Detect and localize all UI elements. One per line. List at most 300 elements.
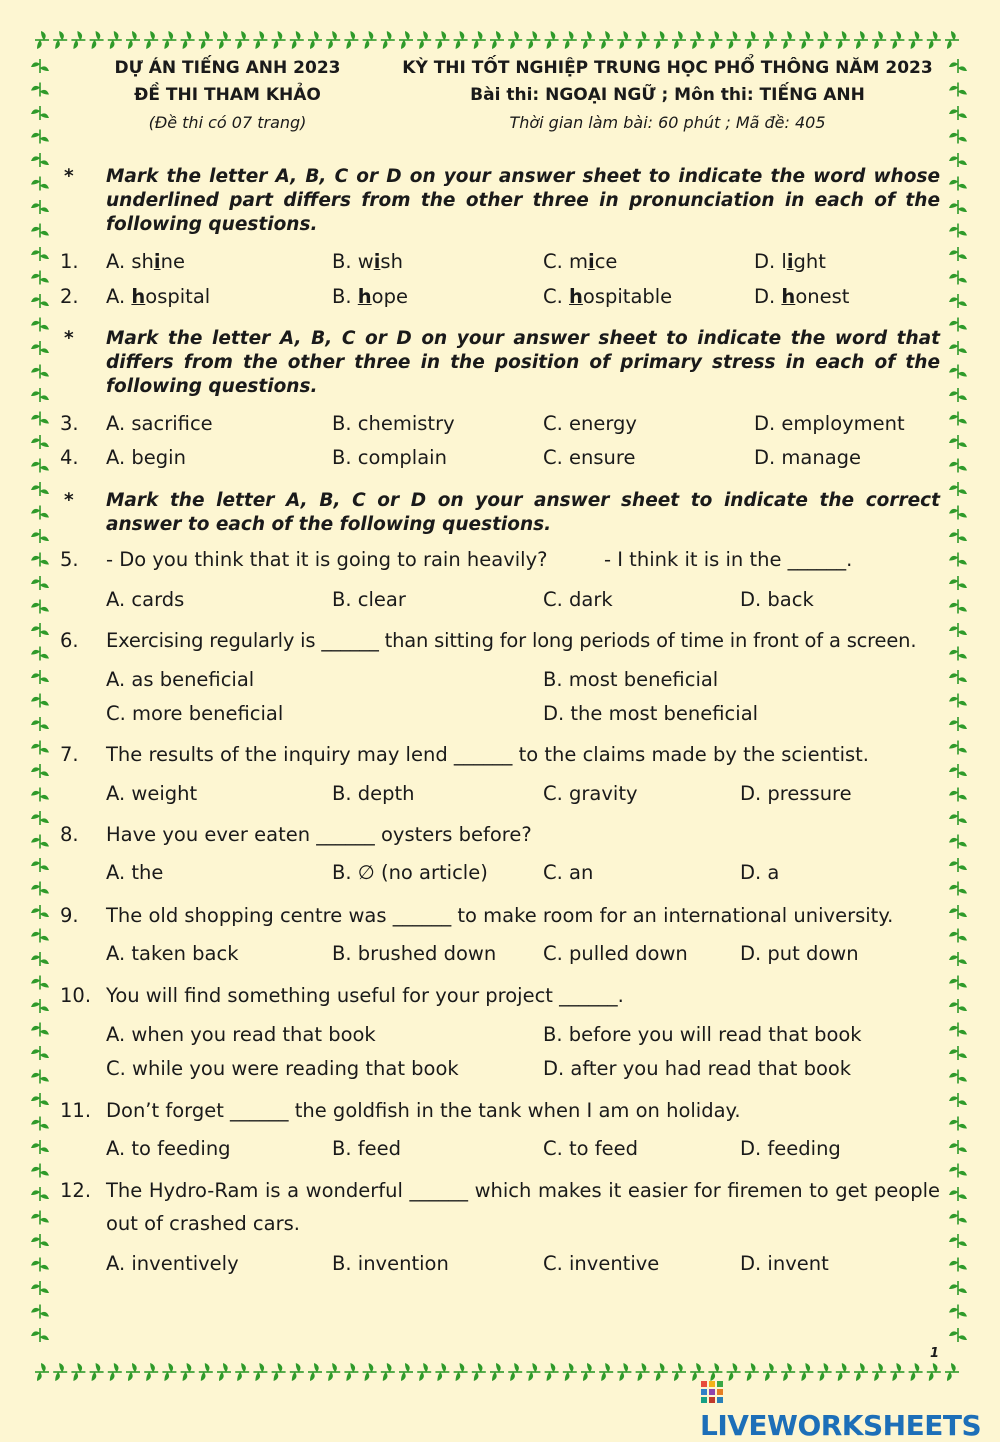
leaf-ornament bbox=[909, 31, 923, 49]
leaf-ornament bbox=[949, 600, 967, 614]
leaf-ornament bbox=[31, 741, 49, 755]
leaf-ornament bbox=[381, 1363, 395, 1381]
option-text: A. bbox=[106, 285, 132, 308]
q8-option-a[interactable]: A. the bbox=[106, 861, 164, 884]
leaf-ornament bbox=[108, 1363, 122, 1381]
q5-option-b[interactable]: B. clear bbox=[332, 588, 406, 611]
time-code-line: Thời gian làm bài: 60 phút ; Mã đề: 405 bbox=[509, 113, 826, 132]
leaf-ornament bbox=[31, 1328, 49, 1342]
leaf-ornament bbox=[290, 31, 304, 49]
leaf-ornament bbox=[31, 647, 49, 661]
leaf-ornament bbox=[31, 999, 49, 1013]
leaf-ornament bbox=[217, 1363, 231, 1381]
leaf-ornament bbox=[31, 929, 49, 943]
leaf-ornament bbox=[581, 1363, 595, 1381]
leaf-ornament bbox=[31, 271, 49, 285]
leaf-ornament bbox=[31, 623, 49, 637]
leaf-ornament bbox=[949, 717, 967, 731]
exam-title: KỲ THI TỐT NGHIỆP TRUNG HỌC PHỔ THÔNG NĂM 2023 bbox=[402, 58, 933, 78]
leaf-ornament bbox=[31, 482, 49, 496]
leaf-ornament bbox=[949, 553, 967, 567]
question-stem: You will find something useful for your project ______. bbox=[106, 984, 624, 1007]
leaf-ornament bbox=[854, 31, 868, 49]
leaf-ornament bbox=[31, 459, 49, 473]
option-text: sh bbox=[380, 250, 403, 273]
leaf-ornament bbox=[949, 647, 967, 661]
leaf-ornament bbox=[31, 1281, 49, 1295]
underlined-part: i bbox=[786, 250, 794, 273]
page-number: 1 bbox=[930, 1346, 940, 1361]
q10-option-b[interactable]: B. before you will read that book bbox=[543, 1023, 862, 1046]
q5-option-a[interactable]: A. cards bbox=[106, 588, 185, 611]
leaf-ornament bbox=[272, 31, 286, 49]
leaf-ornament bbox=[949, 623, 967, 637]
leaf-ornament bbox=[31, 835, 49, 849]
q1-option-b[interactable] bbox=[332, 247, 403, 277]
q7-option-b[interactable]: B. depth bbox=[332, 782, 415, 805]
option-text: ght bbox=[793, 250, 826, 273]
q7-option-a[interactable]: A. weight bbox=[106, 782, 198, 805]
leaf-ornament bbox=[31, 106, 49, 120]
leaf-ornament bbox=[454, 1363, 468, 1381]
leaf-ornament bbox=[949, 341, 967, 355]
option-text: B. bbox=[332, 285, 358, 308]
question-stem: Have you ever eaten ______ oysters before? bbox=[106, 823, 532, 846]
instruction-text: Mark the letter A, B, C or D on your answer sheet to indicate the word that differs from the other three in the position of primary stress in each of the following questions. bbox=[106, 328, 940, 397]
leaf-ornament bbox=[31, 788, 49, 802]
leaf-ornament bbox=[31, 717, 49, 731]
leaf-ornament bbox=[818, 31, 832, 49]
underlined-part: h bbox=[357, 285, 372, 308]
q4-option-a[interactable]: A. begin bbox=[106, 446, 186, 469]
leaf-ornament bbox=[31, 976, 49, 990]
question-stem: The results of the inquiry may lend ______ to the claims made by the scientist. bbox=[106, 743, 869, 766]
leaf-ornament bbox=[949, 952, 967, 966]
leaf-ornament bbox=[949, 83, 967, 97]
instruction-text: Mark the letter A, B, C or D on your answer sheet to indicate the word whose underlined part differs from the other three in pronunciation in each of the following questions. bbox=[106, 166, 940, 235]
instruction-correct-answer bbox=[60, 489, 940, 537]
underlined-part: h bbox=[569, 285, 583, 308]
underlined-part: i bbox=[373, 250, 381, 273]
leaf-ornament bbox=[949, 882, 967, 896]
subject-line: Bài thi: NGOẠI NGỮ ; Môn thi: TIẾNG ANH bbox=[470, 85, 865, 105]
leaf-ornament bbox=[949, 976, 967, 990]
leaf-ornament bbox=[949, 388, 967, 402]
leaf-ornament bbox=[71, 31, 85, 49]
leaf-ornament bbox=[144, 1363, 158, 1381]
leaf-ornament bbox=[31, 858, 49, 872]
q11-option-b[interactable]: B. feed bbox=[332, 1137, 402, 1160]
leaf-ornament bbox=[949, 271, 967, 285]
q1-option-d[interactable] bbox=[754, 247, 826, 277]
leaf-ornament bbox=[31, 318, 49, 332]
leaf-ornament bbox=[31, 694, 49, 708]
leaf-ornament bbox=[31, 576, 49, 590]
leaf-ornament bbox=[636, 1363, 650, 1381]
leaf-ornament bbox=[872, 31, 886, 49]
leaf-ornament bbox=[31, 1234, 49, 1248]
leaf-ornament bbox=[490, 31, 504, 49]
question-number: 7. bbox=[60, 743, 79, 766]
leaf-ornament bbox=[526, 1363, 540, 1381]
option-text: ce bbox=[594, 250, 618, 273]
leaf-ornament bbox=[399, 31, 413, 49]
leaf-ornament bbox=[949, 177, 967, 191]
q11-option-c[interactable]: C. to feed bbox=[543, 1137, 639, 1160]
leaf-ornament bbox=[181, 1363, 195, 1381]
leaf-ornament bbox=[31, 764, 49, 778]
leaf-ornament bbox=[90, 1363, 104, 1381]
leaf-ornament bbox=[199, 1363, 213, 1381]
leaf-ornament bbox=[636, 31, 650, 49]
option-text: A. sh bbox=[106, 250, 154, 273]
leaf-ornament bbox=[31, 59, 49, 73]
leaf-ornament bbox=[949, 858, 967, 872]
leaf-ornament bbox=[144, 31, 158, 49]
q12-option-d[interactable]: D. invent bbox=[740, 1252, 829, 1275]
q3-option-c[interactable]: C. energy bbox=[543, 412, 637, 435]
q3-option-d[interactable]: D. employment bbox=[754, 412, 905, 435]
leaf-ornament bbox=[927, 31, 941, 49]
option-text: ospital bbox=[145, 285, 211, 308]
question-number: 4. bbox=[60, 446, 79, 469]
instruction-bullet: * bbox=[64, 328, 74, 349]
leaf-ornament bbox=[31, 1023, 49, 1037]
leaf-ornament bbox=[599, 31, 613, 49]
leaf-ornament bbox=[949, 529, 967, 543]
page-count-note: (Đề thi có 07 trang) bbox=[148, 113, 307, 132]
option-text: ne bbox=[160, 250, 185, 273]
leaf-ornament bbox=[599, 1363, 613, 1381]
q9-option-c[interactable]: C. pulled down bbox=[543, 942, 688, 965]
option-text: D. bbox=[754, 285, 782, 308]
leaf-ornament bbox=[654, 31, 668, 49]
leaf-ornament bbox=[563, 1363, 577, 1381]
q12-option-b[interactable]: B. invention bbox=[332, 1252, 449, 1275]
leaf-ornament bbox=[71, 1363, 85, 1381]
leaf-ornament bbox=[949, 1023, 967, 1037]
leaf-ornament bbox=[949, 224, 967, 238]
leaf-ornament bbox=[31, 153, 49, 167]
underlined-part: i bbox=[153, 250, 161, 273]
q5-option-c[interactable]: C. dark bbox=[543, 588, 613, 611]
q6-option-b[interactable]: B. most beneficial bbox=[543, 668, 719, 691]
question-stem: Don’t forget ______ the goldfish in the tank when I am on holiday. bbox=[106, 1099, 741, 1122]
header-left bbox=[60, 55, 395, 136]
leaf-ornament bbox=[31, 882, 49, 896]
leaf-ornament bbox=[890, 31, 904, 49]
q8-option-c[interactable]: C. an bbox=[543, 861, 594, 884]
q9-option-b[interactable]: B. brushed down bbox=[332, 942, 497, 965]
leaf-ornament bbox=[308, 1363, 322, 1381]
leaf-ornament bbox=[31, 177, 49, 191]
q8-option-d[interactable]: D. a bbox=[740, 861, 780, 884]
question-number: 3. bbox=[60, 412, 79, 435]
question-number: 5. bbox=[60, 548, 79, 571]
leaf-ornament bbox=[949, 1187, 967, 1201]
leaf-ornament bbox=[949, 200, 967, 214]
leaf-ornament bbox=[31, 1258, 49, 1272]
leaf-ornament bbox=[949, 1046, 967, 1060]
leaf-ornament bbox=[31, 1070, 49, 1084]
q2-option-d[interactable] bbox=[754, 282, 849, 312]
leaf-ornament bbox=[949, 1211, 967, 1225]
leaf-ornament bbox=[763, 31, 777, 49]
leaf-ornament bbox=[949, 1258, 967, 1272]
question-stem: The old shopping centre was ______ to make room for an international university. bbox=[106, 904, 894, 927]
q8-option-b[interactable]: B. ∅ (no article) bbox=[332, 861, 488, 884]
q6-option-a[interactable]: A. as beneficial bbox=[106, 668, 255, 691]
option-text: B. w bbox=[332, 250, 374, 273]
leaf-ornament bbox=[199, 31, 213, 49]
leaf-ornament bbox=[949, 435, 967, 449]
leaf-ornament bbox=[508, 1363, 522, 1381]
q4-option-d[interactable]: D. manage bbox=[754, 446, 862, 469]
leaf-ornament bbox=[654, 1363, 668, 1381]
option-text: ospitable bbox=[582, 285, 673, 308]
leaf-ornament bbox=[31, 952, 49, 966]
leaf-ornament bbox=[708, 31, 722, 49]
leaf-ornament bbox=[253, 1363, 267, 1381]
leaf-ornament bbox=[949, 764, 967, 778]
leaf-ornament bbox=[126, 1363, 140, 1381]
leaf-ornament bbox=[31, 1140, 49, 1154]
leaf-ornament bbox=[949, 929, 967, 943]
q7-option-c[interactable]: C. gravity bbox=[543, 782, 638, 805]
q10-option-d[interactable]: D. after you had read that book bbox=[543, 1057, 852, 1080]
leaf-ornament bbox=[490, 1363, 504, 1381]
leaf-ornament bbox=[235, 31, 249, 49]
leaf-ornament bbox=[949, 106, 967, 120]
leaf-ornament bbox=[949, 1140, 967, 1154]
leaf-ornament bbox=[31, 600, 49, 614]
leaf-ornament bbox=[435, 31, 449, 49]
q1-option-c[interactable] bbox=[543, 247, 617, 277]
leaf-ornament bbox=[690, 31, 704, 49]
underlined-part: h bbox=[781, 285, 796, 308]
question-stem: The Hydro-Ram is a wonderful ______ which makes it easier for firemen to get people out of crashed cars. bbox=[106, 1179, 940, 1235]
leaf-ornament bbox=[290, 1363, 304, 1381]
leaf-ornament bbox=[949, 1305, 967, 1319]
question-number: 9. bbox=[60, 904, 79, 927]
leaf-ornament bbox=[381, 31, 395, 49]
instruction-bullet: * bbox=[64, 166, 74, 187]
leaf-ornament bbox=[949, 905, 967, 919]
instruction-text: Mark the letter A, B, C or D on your answer sheet to indicate the correct answer to each of the following questions. bbox=[106, 490, 940, 535]
q5-option-d[interactable]: D. back bbox=[740, 588, 814, 611]
leaf-ornament bbox=[545, 31, 559, 49]
q12-option-a[interactable]: A. inventively bbox=[106, 1252, 239, 1275]
leaf-ornament bbox=[31, 1093, 49, 1107]
leaf-ornament bbox=[126, 31, 140, 49]
leaf-ornament bbox=[949, 1093, 967, 1107]
q6-option-c[interactable]: C. more beneficial bbox=[106, 702, 284, 725]
leaf-ornament bbox=[417, 31, 431, 49]
leaf-ornament bbox=[31, 412, 49, 426]
leaf-ornament bbox=[949, 459, 967, 473]
leaf-ornament bbox=[35, 1363, 49, 1381]
q11-option-a[interactable]: A. to feeding bbox=[106, 1137, 231, 1160]
leaf-ornament bbox=[472, 31, 486, 49]
leaf-ornament bbox=[31, 529, 49, 543]
q3-option-b[interactable]: B. chemistry bbox=[332, 412, 455, 435]
leaf-ornament bbox=[162, 1363, 176, 1381]
leaf-ornament bbox=[617, 1363, 631, 1381]
leaf-ornament bbox=[31, 341, 49, 355]
leaf-ornament bbox=[162, 31, 176, 49]
option-text: ope bbox=[371, 285, 408, 308]
leaf-ornament bbox=[949, 576, 967, 590]
q10-option-a[interactable]: A. when you read that book bbox=[106, 1023, 376, 1046]
leaf-ornament bbox=[563, 31, 577, 49]
leaf-ornament bbox=[35, 31, 49, 49]
q4-option-c[interactable]: C. ensure bbox=[543, 446, 636, 469]
leaf-ornament bbox=[949, 694, 967, 708]
q10-option-c[interactable]: C. while you were reading that book bbox=[106, 1057, 459, 1080]
leaf-ornament bbox=[31, 200, 49, 214]
leaf-ornament bbox=[454, 31, 468, 49]
leaf-ornament bbox=[90, 31, 104, 49]
leaf-ornament bbox=[326, 31, 340, 49]
leaf-ornament bbox=[672, 31, 686, 49]
leaf-ornament bbox=[108, 31, 122, 49]
leaf-ornament bbox=[949, 1234, 967, 1248]
leaf-ornament bbox=[31, 130, 49, 144]
leaf-ornament bbox=[31, 1117, 49, 1131]
leaf-ornament bbox=[745, 31, 759, 49]
leaf-ornament bbox=[31, 365, 49, 379]
q3-option-a[interactable]: A. sacrifice bbox=[106, 412, 213, 435]
option-text: D. l bbox=[754, 250, 787, 273]
leaf-ornament bbox=[836, 31, 850, 49]
q7-option-d[interactable]: D. pressure bbox=[740, 782, 852, 805]
q1-option-a[interactable] bbox=[106, 247, 185, 277]
leaf-ornament bbox=[253, 31, 267, 49]
liveworksheets-watermark[interactable] bbox=[700, 1376, 1000, 1442]
question-number: 11. bbox=[60, 1099, 92, 1122]
leaf-ornament bbox=[949, 130, 967, 144]
leaf-ornament bbox=[31, 294, 49, 308]
leaf-ornament bbox=[31, 905, 49, 919]
leaf-ornament bbox=[31, 83, 49, 97]
q2-option-c[interactable] bbox=[543, 282, 672, 312]
leaf-ornament bbox=[727, 31, 741, 49]
leaf-ornament bbox=[949, 835, 967, 849]
leaf-ornament bbox=[31, 1305, 49, 1319]
leaf-ornament bbox=[949, 365, 967, 379]
liveworksheets-logo-icon bbox=[700, 1379, 724, 1405]
question-stem: - Do you think that it is going to rain heavily? bbox=[106, 548, 548, 571]
leaf-ornament bbox=[31, 224, 49, 238]
leaf-ornament bbox=[31, 1164, 49, 1178]
leaf-ornament bbox=[949, 1164, 967, 1178]
leaf-ornament bbox=[235, 1363, 249, 1381]
leaf-ornament bbox=[31, 435, 49, 449]
underlined-part: i bbox=[588, 250, 595, 273]
leaf-ornament bbox=[949, 1070, 967, 1084]
instruction-pronunciation bbox=[60, 165, 940, 237]
watermark-text: LIVEWORKSHEETS bbox=[700, 1409, 982, 1442]
leaf-ornament bbox=[949, 788, 967, 802]
q9-option-d[interactable]: D. put down bbox=[740, 942, 859, 965]
leaf-ornament bbox=[799, 31, 813, 49]
leaf-ornament bbox=[31, 670, 49, 684]
leaf-ornament bbox=[31, 388, 49, 402]
leaf-ornament bbox=[949, 670, 967, 684]
leaf-ornament bbox=[417, 1363, 431, 1381]
leaf-ornament bbox=[949, 811, 967, 825]
q6-option-d[interactable]: D. the most beneficial bbox=[543, 702, 759, 725]
leaf-ornament bbox=[526, 31, 540, 49]
question-number: 6. bbox=[60, 629, 79, 652]
leaf-ornament bbox=[344, 1363, 358, 1381]
question-response: - I think it is in the ______. bbox=[604, 548, 853, 571]
leaf-ornament bbox=[326, 1363, 340, 1381]
leaf-ornament bbox=[672, 1363, 686, 1381]
header-right bbox=[395, 55, 940, 136]
leaf-ornament bbox=[949, 59, 967, 73]
leaf-ornament bbox=[344, 31, 358, 49]
leaf-ornament bbox=[53, 31, 67, 49]
leaf-ornament bbox=[399, 1363, 413, 1381]
leaf-ornament bbox=[949, 506, 967, 520]
leaf-ornament bbox=[181, 31, 195, 49]
question-number: 10. bbox=[60, 984, 92, 1007]
leaf-ornament bbox=[949, 1117, 967, 1131]
leaf-ornament bbox=[617, 31, 631, 49]
instruction-stress bbox=[60, 327, 940, 399]
exam-type: ĐỀ THI THAM KHẢO bbox=[134, 85, 321, 105]
q2-option-a[interactable] bbox=[106, 282, 210, 312]
question-stem: Exercising regularly is ______ than sitting for long periods of time in front of a screen. bbox=[106, 629, 917, 652]
leaf-ornament bbox=[581, 31, 595, 49]
q11-option-d[interactable]: D. feeding bbox=[740, 1137, 841, 1160]
exam-header bbox=[60, 55, 940, 145]
leaf-ornament bbox=[949, 247, 967, 261]
leaf-ornament bbox=[949, 294, 967, 308]
instruction-bullet: * bbox=[64, 490, 74, 511]
leaf-ornament bbox=[363, 31, 377, 49]
question-number: 2. bbox=[60, 285, 79, 308]
project-title: DỰ ÁN TIẾNG ANH 2023 bbox=[114, 58, 341, 78]
leaf-ornament bbox=[949, 741, 967, 755]
leaf-ornament bbox=[31, 553, 49, 567]
leaf-ornament bbox=[949, 153, 967, 167]
leaf-ornament bbox=[949, 1281, 967, 1295]
leaf-ornament bbox=[949, 1328, 967, 1342]
leaf-ornament bbox=[949, 482, 967, 496]
leaf-ornament bbox=[949, 318, 967, 332]
option-text: C. m bbox=[543, 250, 589, 273]
leaf-ornament bbox=[53, 1363, 67, 1381]
leaf-ornament bbox=[508, 31, 522, 49]
q2-option-b[interactable] bbox=[332, 282, 408, 312]
q9-option-a[interactable]: A. taken back bbox=[106, 942, 239, 965]
q12-option-c[interactable]: C. inventive bbox=[543, 1252, 660, 1275]
leaf-ornament bbox=[31, 1211, 49, 1225]
leaf-ornament bbox=[545, 1363, 559, 1381]
leaf-ornament bbox=[272, 1363, 286, 1381]
leaf-ornament bbox=[472, 1363, 486, 1381]
question-number: 1. bbox=[60, 250, 79, 273]
q4-option-b[interactable]: B. complain bbox=[332, 446, 447, 469]
leaf-ornament bbox=[363, 1363, 377, 1381]
leaf-ornament bbox=[949, 412, 967, 426]
leaf-ornament bbox=[31, 247, 49, 261]
leaf-ornament bbox=[308, 31, 322, 49]
leaf-ornament bbox=[945, 31, 959, 49]
leaf-ornament bbox=[31, 1046, 49, 1060]
